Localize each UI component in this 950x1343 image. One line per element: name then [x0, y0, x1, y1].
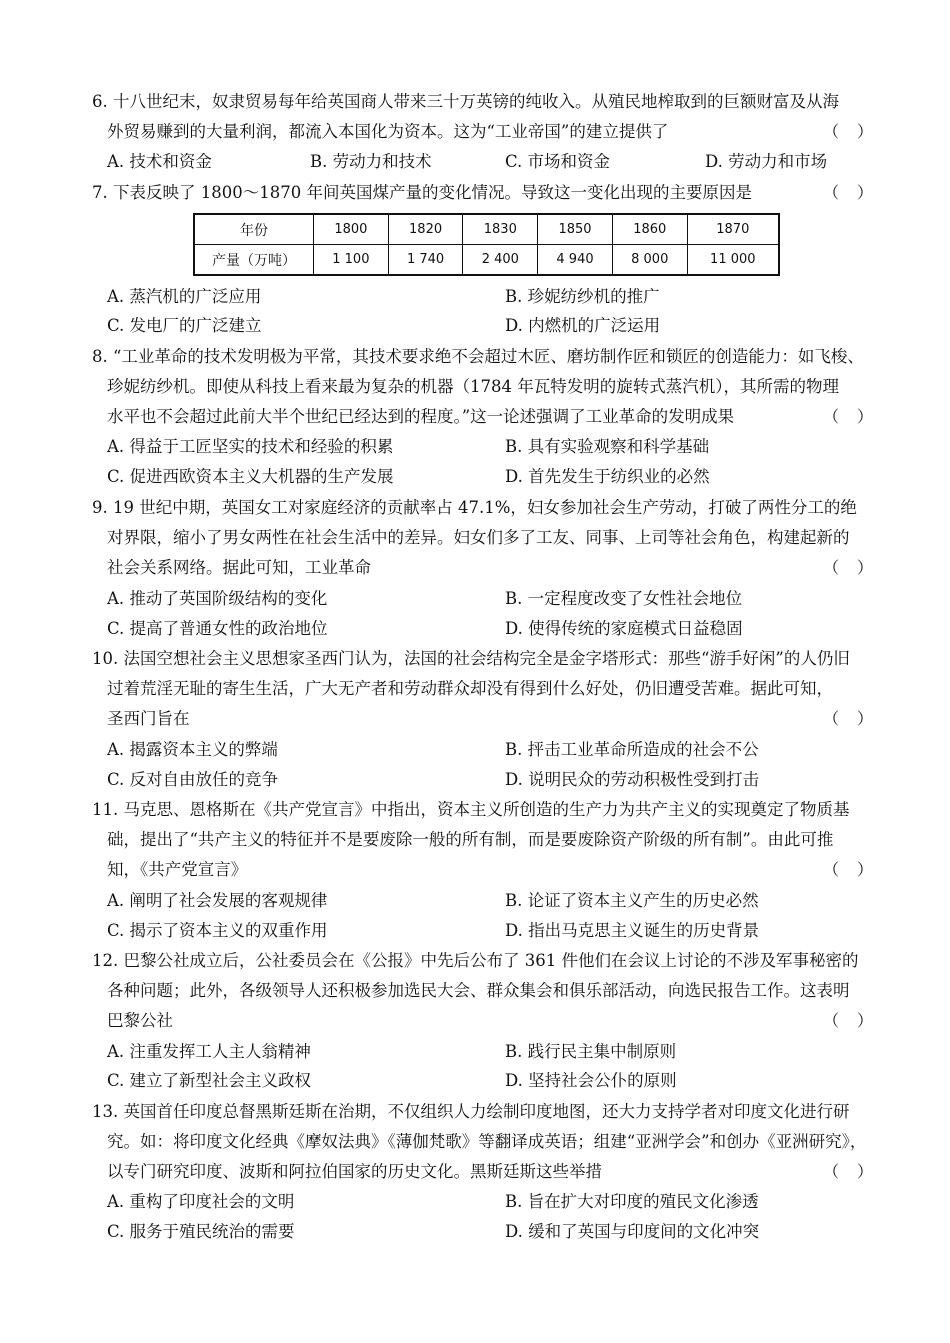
output-cell: 8 000 [612, 245, 687, 276]
question-8-line-2 [107, 372, 882, 402]
option-d: D. 内燃机的广泛运用 [505, 316, 661, 335]
option-a: A. 得益于工匠坚实的技术和经验的积累 [107, 437, 394, 456]
question-text: 10. 法国空想社会主义思想家圣西门认为，法国的社会结构完全是金字塔形式：那些“游手好闲”的人仍旧 [92, 649, 850, 668]
answer-blank: （ ） [822, 122, 874, 141]
option-b: B. 一定程度改变了女性社会地位 [505, 589, 743, 608]
question-12-line-2 [107, 976, 882, 1006]
option-d: D. 指出马克思主义诞生的历史背景 [505, 921, 760, 940]
question-text: 知，《共产党宣言》 [107, 860, 248, 879]
question-text: 11. 马克思、恩格斯在《共产党宣言》中指出，资本主义所创造的生产力为共产主义的实现奠定了物质基 [92, 800, 850, 819]
option-d: D. 使得传统的家庭模式日益稳固 [505, 619, 743, 638]
option-d: D. 首先发生于纺织业的必然 [505, 467, 710, 486]
option-b: B. 论证了资本主义产生的历史必然 [505, 891, 759, 910]
answer-blank: （ ） [822, 183, 874, 202]
question-11-line-3 [107, 855, 882, 885]
option-a: A. 技术和资金 [107, 152, 212, 171]
year-cell: 1820 [388, 214, 463, 245]
question-13-line-2 [107, 1127, 882, 1157]
question-13-line-3 [107, 1157, 882, 1187]
year-cell: 1800 [314, 214, 389, 245]
option-a: A. 蒸汽机的广泛应用 [107, 287, 262, 306]
question-6-line-1 [92, 87, 882, 117]
question-text: 对界限，缩小了男女两性在社会生活中的差异。妇女们多了工友、同事、上司等社会角色，构建起新的 [107, 528, 850, 547]
question-11-line-1 [92, 795, 882, 825]
question-text: 外贸易赚到的大量利润，都流入本国化为资本。这为“工业帝国”的建立提供了 [107, 122, 669, 141]
output-cell: 1 100 [314, 245, 389, 276]
answer-blank: （ ） [822, 860, 874, 879]
question-text: 8. “工业革命的技术发明极为平常，其技术要求绝不会超过木匠、磨坊制作匠和锁匠的创造能力：如飞梭、 [92, 347, 864, 366]
question-text: 各种问题；此外，各级领导人还积极参加选民大会、群众集会和俱乐部活动，向选民报告工作。这表明 [107, 981, 850, 1000]
output-cell: 4 940 [538, 245, 613, 276]
option-d: D. 坚持社会公仆的原则 [505, 1071, 677, 1090]
option-d: D. 缓和了英国与印度间的文化冲突 [505, 1222, 760, 1241]
option-d: D. 说明民众的劳动积极性受到打击 [505, 770, 760, 789]
answer-blank: （ ） [822, 1011, 874, 1030]
question-10-line-1 [92, 644, 882, 674]
option-d: D. 劳动力和市场 [705, 152, 828, 171]
question-text: 9. 19 世纪中期，英国女工对家庭经济的贡献率占 47.1%，妇女参加社会生产劳动，打破了两性分工的绝 [92, 498, 857, 517]
option-b: B. 劳动力和技术 [310, 152, 432, 171]
question-text: 珍妮纺纱机。即使从科技上看来最为复杂的机器（1784 年瓦特发明的旋转式蒸汽机），其所需的物理 [107, 377, 839, 396]
output-header: 产量（万吨） [194, 245, 314, 276]
question-text: 巴黎公社 [107, 1011, 173, 1030]
question-8-line-1 [92, 342, 882, 372]
answer-blank: （ ） [822, 558, 874, 577]
output-cell: 11 000 [687, 245, 779, 276]
year-cell: 1830 [463, 214, 538, 245]
answer-blank: （ ） [822, 709, 874, 728]
option-b: B. 践行民主集中制原则 [505, 1042, 677, 1061]
question-text: 础，提出了“共产主义的特征并不是要废除一般的所有制，而是要废除资产阶级的所有制”。由此可推 [107, 830, 834, 849]
year-row [194, 214, 779, 245]
question-10-line-3 [107, 704, 882, 734]
option-a: A. 揭露资本主义的弊端 [107, 740, 278, 759]
question-8-line-3 [107, 402, 882, 432]
answer-blank: （ ） [822, 407, 874, 426]
option-b: B. 珍妮纺纱机的推广 [505, 287, 660, 306]
question-11-line-2 [107, 825, 882, 855]
option-c: C. 提高了普通女性的政治地位 [107, 619, 328, 638]
option-c: C. 建立了新型社会主义政权 [107, 1071, 312, 1090]
question-text: 社会关系网络。据此可知，工业革命 [107, 558, 371, 577]
question-text: 水平也不会超过此前大半个世纪已经达到的程度。”这一论述强调了工业革命的发明成果 [107, 407, 735, 426]
option-c: C. 反对自由放任的竞争 [107, 770, 279, 789]
option-c: C. 市场和资金 [505, 152, 611, 171]
year-header: 年份 [194, 214, 314, 245]
option-b: B. 旨在扩大对印度的殖民文化渗透 [505, 1192, 759, 1211]
question-text: 13. 英国首任印度总督黑斯廷斯在治期，不仅组织人力绘制印度地图，还大力支持学者对印度文化进行研 [92, 1102, 850, 1121]
output-cell: 1 740 [388, 245, 463, 276]
option-c: C. 服务于殖民统治的需要 [107, 1222, 295, 1241]
option-a: A. 注重发挥工人主人翁精神 [107, 1042, 311, 1061]
question-12-line-3 [107, 1006, 882, 1036]
year-cell: 1860 [612, 214, 687, 245]
option-c: C. 促进西欧资本主义大机器的生产发展 [107, 467, 394, 486]
option-a: A. 阐明了社会发展的客观规律 [107, 891, 328, 910]
question-text: 究。如：将印度文化经典《摩奴法典》《薄伽梵歌》等翻译成英语；组建“亚洲学会”和创办《亚洲研究》， [107, 1132, 867, 1151]
option-b: B. 具有实验观察和科学基础 [505, 437, 710, 456]
output-cell: 2 400 [463, 245, 538, 276]
question-9-line-2 [107, 523, 882, 553]
option-c: C. 发电厂的广泛建立 [107, 316, 262, 335]
question-text: 圣西门旨在 [107, 709, 190, 728]
question-12-line-1 [92, 946, 882, 976]
year-cell: 1850 [538, 214, 613, 245]
question-text: 以专门研究印度、波斯和阿拉伯国家的历史文化。黑斯廷斯这些举措 [107, 1162, 602, 1181]
option-b: B. 抨击工业革命所造成的社会不公 [505, 740, 759, 759]
question-6-line-2 [107, 117, 882, 147]
coal-output-table [193, 213, 780, 276]
option-a: A. 重构了印度社会的文明 [107, 1192, 295, 1211]
answer-blank: （ ） [822, 1162, 874, 1181]
question-9-line-1 [92, 493, 882, 523]
output-row [194, 245, 779, 276]
question-text: 6. 十八世纪末，奴隶贸易每年给英国商人带来三十万英镑的纯收入。从殖民地榨取到的巨额财富及从海 [92, 92, 839, 111]
option-c: C. 揭示了资本主义的双重作用 [107, 921, 328, 940]
question-13-line-1 [92, 1097, 882, 1127]
question-9-line-3 [107, 553, 882, 583]
question-text: 过着荒淫无耻的寄生生活，广大无产者和劳动群众却没有得到什么好处，仍旧遭受苦难。据此可知， [107, 679, 833, 698]
question-7-line-1 [92, 178, 882, 208]
question-10-line-2 [107, 674, 882, 704]
question-text: 7. 下表反映了 1800～1870 年间英国煤产量的变化情况。导致这一变化出现的主要原因是 [92, 183, 752, 202]
option-a: A. 推动了英国阶级结构的变化 [107, 589, 328, 608]
question-text: 12. 巴黎公社成立后，公社委员会在《公报》中先后公布了 361 件他们在会议上讨论的不涉及军事秘密的 [92, 951, 859, 970]
year-cell: 1870 [687, 214, 779, 245]
